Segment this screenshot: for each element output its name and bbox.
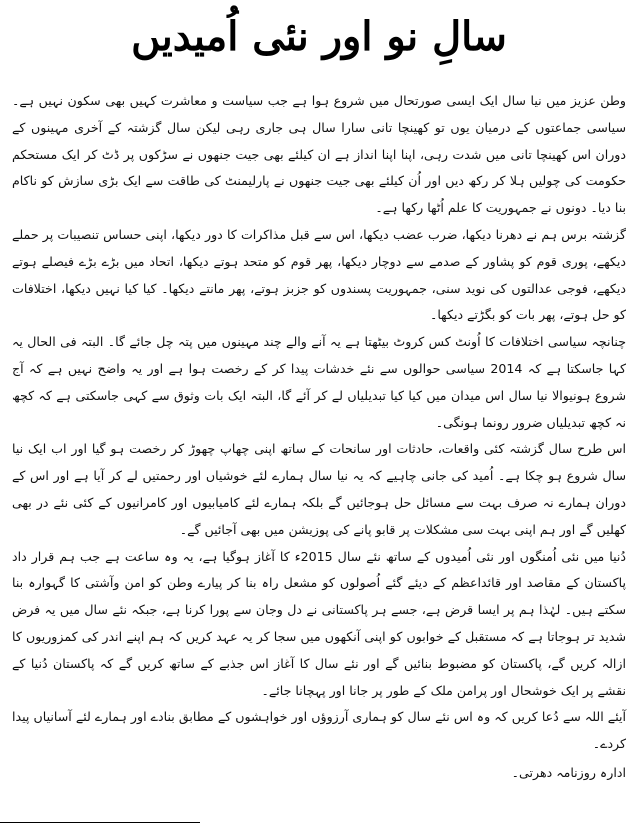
paragraph-4: اس طرح سال گزشتہ کئی واقعات، حادثات اور سانحات کے ساتھ اپنی چھاپ چھوڑ کر رخصت ہو گیا اور اب ایک نیا سال شروع ہو چکا ہے۔ اُمید کی جانی چاہیے کہ یہ نیا سال ہمارے لئے خوشیاں اور رحمتیں لے کر آیا ہے اور اس کے دوران ہمارے نہ صرف بہت سے مسائل حل ہوجائیں گے بلکہ ہمارے لئے کامیابیوں اور کامرانیوں کے کئی نئے در بھی کھلیں گے اور ہم اپنی بہت سی مشکلات پر قابو پانے کی پوزیشن میں بھی آجائیں گے۔ [12, 441, 626, 537]
paragraph-5: دُنیا میں نئی اُمنگوں اور نئی اُمیدوں کے ساتھ نئے سال 2015ء کا آغاز ہوگیا ہے، یہ وہ ساعت ہے جب ہم قرار داد پاکستان کے مقاصد اور قائداعظم کے دیئے گئے اُصولوں کو مشعل راہ بنا کر پیارے وطن کو امن وآشتی کا گہوارہ بنا سکتے ہیں۔ لہٰذا ہم پر ایسا قرض ہے، جسے ہر پاکستانی نے دل وجان سے پورا کرنا ہے، جبکہ نئے سال میں یہ فرض شدید تر ہوجاتا ہے کہ مستقبل کے خوابوں کو اپنی آنکھوں میں سجا کر یہ عہد کریں کہ ہم اپنے اندر کی کمزوریوں کا ازالہ کریں گے، پاکستان کو مضبوط بنائیں گے اور نئے سال کا آغاز اس جذبے کے ساتھ کریں گے کہ پاکستان دُنیا کے نقشے پر ایک خوشحال اور پرامن ملک کے طور پر جانا اور پہچانا جائے۔ [12, 548, 626, 698]
paragraph-2: گزشتہ برس ہم نے دھرنا دیکھا، ضرب عضب دیکھا، اس سے قبل مذاکرات کا دور دیکھا، اپنی حساس تنصیبات پر حملے دیکھے، پوری قوم کو پشاور کے صدمے سے دوچار دیکھا، پھر قوم کو متحد ہوتے دیکھا، اتحاد میں بڑے بڑے فیصلے ہوتے دیکھے، فوجی عدالتوں کی نوید سنی، جمہوریت پسندوں کو جزبز ہوتے، پھر مانتے دیکھا۔ کیا کیا نہیں دیکھا، اختلافات کو حل ہوتے، پھر بات کو بگڑتے دیکھا۔ [12, 226, 626, 323]
paragraph-3: چنانچہ سیاسی اختلافات کا اُونٹ کس کروٹ بیٹھتا ہے یہ آنے والے چند مہینوں میں پتہ چل جائے گا۔ البتہ فی الحال یہ کہا جاسکتا ہے کہ 2014 سیاسی حوالوں سے نئے خدشات پیدا کر کے رخصت ہوا ہے اور یہ واضح نہیں ہے کہ آج شروع ہونیوالا نیا سال اس میدان میں کیا کیا تبدیلیاں لے کر آئے گا، البتہ ایک بات وثوق سے کہی جاسکتی ہے کہ کچھ نہ کچھ تبدیلیاں ضرور رونما ہونگی۔ [12, 334, 627, 430]
signature: ادارہ روزنامہ دھرتی۔ [511, 764, 626, 780]
article-body [12, 88, 626, 758]
paragraph-6: آیئے اللہ سے دُعا کریں کہ وہ اس نئے سال کو ہماری آرزوؤں اور خواہشوں کے مطابق بنادے اور ہمارے لئے آسانیاں پیدا کردے۔ [12, 709, 626, 752]
paragraph-1: وطن عزیز میں نیا سال ایک ایسی صورتحال میں شروع ہوا ہے جب سیاست و معاشرت کہیں بھی سکون نہیں ہے۔ سیاسی جماعتوں کے درمیان یوں تو کھینچا تانی سارا سال ہی جاری رہی لیکن سال گزشتہ کے آخری مہینوں کے دوران اس کھینچا تانی میں شدت رہی، اپنا اپنا انداز ہے ان کیلئے بھی جیت جنھوں نے سڑکوں پر ڈٹ کر ایک مستحکم حکومت کی چولیں ہلا کر رکھ دیں اور اُن کیلئے بھی جیت جنھوں نے پارلیمنٹ کی طاقت سے ایک بڑی سازش کو ناکام بنا دیا۔ دونوں نے جمہوریت کا علم اُٹھا رکھا ہے۔ [12, 93, 626, 216]
article-title: سالِ نو اور نئی اُمیدیں [131, 13, 507, 60]
title-block [12, 4, 626, 76]
signature-underline [0, 822, 200, 823]
